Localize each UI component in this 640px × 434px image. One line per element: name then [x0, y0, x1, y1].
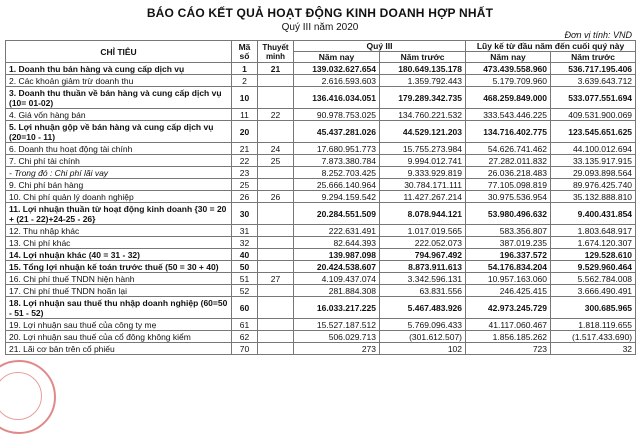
col-group-quarter: Quý III — [294, 41, 466, 52]
row-name: 14. Lợi nhuận khác (40 = 31 - 32) — [6, 249, 232, 261]
col-ma-so: Mã số — [232, 41, 258, 63]
row-name: 11. Lợi nhuận thuần từ hoạt động kinh doanh {30 = 20 + (21 - 22)+24-25 - 26} — [6, 203, 232, 225]
row-ytd-last-year: 129.528.610 — [551, 249, 636, 261]
row-name: 5. Lợi nhuận gộp về bán hàng và cung cấp dịch vụ (20=10 - 11) — [6, 121, 232, 143]
row-thuyet-minh: 26 — [258, 191, 294, 203]
row-quarter-last-year: 1.359.792.443 — [380, 75, 466, 87]
row-ma-so: 70 — [232, 343, 258, 355]
col-quarter-this-year: Năm nay — [294, 52, 380, 63]
row-quarter-this-year: 20.284.551.509 — [294, 203, 380, 225]
row-name: 17. Chi phí thuế TNDN hoãn lại — [6, 285, 232, 297]
row-quarter-last-year: 134.760.221.532 — [380, 109, 466, 121]
row-ytd-last-year: (1.517.433.690) — [551, 331, 636, 343]
table-row — [6, 319, 636, 331]
row-ytd-last-year: 9.529.960.464 — [551, 261, 636, 273]
row-ytd-this-year: 42.973.245.729 — [466, 297, 551, 319]
row-name: - Trong đó : Chi phí lãi vay — [6, 167, 232, 179]
row-ma-so: 61 — [232, 319, 258, 331]
row-quarter-last-year: 11.427.267.214 — [380, 191, 466, 203]
row-ma-so: 50 — [232, 261, 258, 273]
row-thuyet-minh — [258, 297, 294, 319]
table-row — [6, 261, 636, 273]
row-name: 4. Giá vốn hàng bán — [6, 109, 232, 121]
row-ma-so: 1 — [232, 63, 258, 75]
row-thuyet-minh — [258, 75, 294, 87]
row-thuyet-minh — [258, 285, 294, 297]
row-name: 2. Các khoản giảm trừ doanh thu — [6, 75, 232, 87]
row-name: 6. Doanh thu hoạt động tài chính — [6, 143, 232, 155]
row-ma-so: 11 — [232, 109, 258, 121]
row-quarter-last-year: 794.967.492 — [380, 249, 466, 261]
col-quarter-last-year: Năm trước — [380, 52, 466, 63]
table-row — [6, 167, 636, 179]
col-chi-tieu: CHỈ TIÊU — [6, 41, 232, 63]
table-row — [6, 109, 636, 121]
table-row — [6, 203, 636, 225]
row-ytd-this-year: 246.425.415 — [466, 285, 551, 297]
row-ytd-last-year: 3.639.643.712 — [551, 75, 636, 87]
table-row — [6, 121, 636, 143]
row-quarter-this-year: 273 — [294, 343, 380, 355]
row-ytd-this-year: 387.019.235 — [466, 237, 551, 249]
row-ytd-last-year: 9.400.431.854 — [551, 203, 636, 225]
row-ytd-this-year: 723 — [466, 343, 551, 355]
row-ma-so: 32 — [232, 237, 258, 249]
row-quarter-this-year: 20.424.538.607 — [294, 261, 380, 273]
row-thuyet-minh: 22 — [258, 109, 294, 121]
row-ytd-last-year: 300.685.965 — [551, 297, 636, 319]
row-thuyet-minh — [258, 179, 294, 191]
row-thuyet-minh: 21 — [258, 63, 294, 75]
row-quarter-last-year: (301.612.507) — [380, 331, 466, 343]
row-thuyet-minh — [258, 261, 294, 273]
row-name: 3. Doanh thu thuần về bán hàng và cung cấp dịch vụ (10= 01-02) — [6, 87, 232, 109]
table-row — [6, 343, 636, 355]
row-ytd-this-year: 77.105.098.819 — [466, 179, 551, 191]
income-statement-table — [5, 40, 636, 355]
row-quarter-this-year: 7.873.380.784 — [294, 155, 380, 167]
row-thuyet-minh — [258, 167, 294, 179]
row-thuyet-minh: 27 — [258, 273, 294, 285]
row-quarter-this-year: 82.644.393 — [294, 237, 380, 249]
row-quarter-this-year: 45.437.281.026 — [294, 121, 380, 143]
row-quarter-this-year: 139.032.627.654 — [294, 63, 380, 75]
row-quarter-this-year: 139.987.098 — [294, 249, 380, 261]
col-group-ytd: Lũy kế từ đầu năm đến cuối quý này — [466, 41, 636, 52]
row-ytd-last-year: 533.077.551.694 — [551, 87, 636, 109]
row-quarter-last-year: 44.529.121.203 — [380, 121, 466, 143]
row-name: 7. Chi phí tài chính — [6, 155, 232, 167]
row-thuyet-minh — [258, 87, 294, 109]
row-quarter-this-year: 8.252.703.425 — [294, 167, 380, 179]
row-ytd-last-year: 35.132.888.810 — [551, 191, 636, 203]
row-name: 13. Chi phí khác — [6, 237, 232, 249]
row-ytd-last-year: 409.531.900.069 — [551, 109, 636, 121]
row-ma-so: 25 — [232, 179, 258, 191]
row-thuyet-minh — [258, 225, 294, 237]
row-ytd-last-year: 44.100.012.694 — [551, 143, 636, 155]
table-body — [6, 63, 636, 355]
table-row — [6, 87, 636, 109]
row-ytd-this-year: 333.543.446.225 — [466, 109, 551, 121]
row-quarter-this-year: 506.029.713 — [294, 331, 380, 343]
row-quarter-this-year: 222.631.491 — [294, 225, 380, 237]
row-ytd-this-year: 468.259.849.000 — [466, 87, 551, 109]
currency-unit: Đơn vị tính: VND — [564, 30, 632, 40]
row-thuyet-minh — [258, 319, 294, 331]
row-ytd-this-year: 10.957.163.060 — [466, 273, 551, 285]
row-ma-so: 60 — [232, 297, 258, 319]
table-row — [6, 249, 636, 261]
table-row — [6, 75, 636, 87]
row-ytd-this-year: 53.980.496.632 — [466, 203, 551, 225]
row-ytd-this-year: 26.036.218.483 — [466, 167, 551, 179]
row-ytd-this-year: 196.337.572 — [466, 249, 551, 261]
report-title: BÁO CÁO KẾT QUẢ HOẠT ĐỘNG KINH DOANH HỢP NHẤT — [146, 6, 494, 20]
table-row — [6, 225, 636, 237]
row-ytd-this-year: 5.179.709.960 — [466, 75, 551, 87]
table-row — [6, 273, 636, 285]
row-quarter-this-year: 2.616.593.603 — [294, 75, 380, 87]
row-ytd-this-year: 583.356.807 — [466, 225, 551, 237]
row-quarter-last-year: 15.755.273.984 — [380, 143, 466, 155]
row-ytd-last-year: 29.093.898.564 — [551, 167, 636, 179]
row-ytd-this-year: 473.439.558.960 — [466, 63, 551, 75]
table-row — [6, 331, 636, 343]
row-ytd-this-year: 1.856.185.262 — [466, 331, 551, 343]
row-ytd-this-year: 30.975.536.954 — [466, 191, 551, 203]
row-ytd-last-year: 3.666.490.491 — [551, 285, 636, 297]
table-row — [6, 297, 636, 319]
row-thuyet-minh — [258, 331, 294, 343]
row-name: 12. Thu nhập khác — [6, 225, 232, 237]
table-row — [6, 285, 636, 297]
row-quarter-this-year: 15.527.187.512 — [294, 319, 380, 331]
row-name: 1. Doanh thu bán hàng và cung cấp dịch vụ — [6, 63, 232, 75]
row-quarter-last-year: 9.994.012.741 — [380, 155, 466, 167]
row-quarter-last-year: 9.333.929.819 — [380, 167, 466, 179]
table-row — [6, 179, 636, 191]
row-name: 16. Chi phí thuế TNDN hiện hành — [6, 273, 232, 285]
row-ytd-last-year: 33.135.917.915 — [551, 155, 636, 167]
row-quarter-this-year: 281.884.308 — [294, 285, 380, 297]
row-ma-so: 20 — [232, 121, 258, 143]
table-row — [6, 143, 636, 155]
row-thuyet-minh — [258, 121, 294, 143]
row-thuyet-minh — [258, 203, 294, 225]
row-name: 21. Lãi cơ bản trên cổ phiếu — [6, 343, 232, 355]
row-thuyet-minh — [258, 237, 294, 249]
row-ma-so: 22 — [232, 155, 258, 167]
row-quarter-this-year: 90.978.753.025 — [294, 109, 380, 121]
row-name: 20. Lợi nhuận sau thuế của cổ đông không kiểm — [6, 331, 232, 343]
row-quarter-this-year: 4.109.437.074 — [294, 273, 380, 285]
row-ytd-last-year: 123.545.651.625 — [551, 121, 636, 143]
row-ma-so: 10 — [232, 87, 258, 109]
table-row — [6, 191, 636, 203]
row-name: 18. Lợi nhuận sau thuế thu nhập doanh nghiệp (60=50 - 51 - 52) — [6, 297, 232, 319]
row-ma-so: 62 — [232, 331, 258, 343]
row-thuyet-minh: 25 — [258, 155, 294, 167]
row-ma-so: 40 — [232, 249, 258, 261]
table-row — [6, 63, 636, 75]
row-thuyet-minh — [258, 343, 294, 355]
row-ytd-this-year: 134.716.402.775 — [466, 121, 551, 143]
row-ytd-this-year: 41.117.060.467 — [466, 319, 551, 331]
table-row — [6, 237, 636, 249]
row-quarter-last-year: 8.078.944.121 — [380, 203, 466, 225]
row-thuyet-minh: 24 — [258, 143, 294, 155]
row-ma-so: 51 — [232, 273, 258, 285]
report-period: Quý III năm 2020 — [281, 22, 359, 33]
row-quarter-last-year: 5.769.096.433 — [380, 319, 466, 331]
row-thuyet-minh — [258, 249, 294, 261]
row-quarter-last-year: 8.873.911.613 — [380, 261, 466, 273]
header-row-1 — [6, 41, 636, 52]
row-quarter-this-year: 16.033.217.225 — [294, 297, 380, 319]
row-ytd-last-year: 89.976.425.740 — [551, 179, 636, 191]
row-quarter-this-year: 17.680.951.773 — [294, 143, 380, 155]
row-quarter-last-year: 63.831.556 — [380, 285, 466, 297]
row-ytd-last-year: 1.674.120.307 — [551, 237, 636, 249]
row-name: 10. Chi phí quản lý doanh nghiệp — [6, 191, 232, 203]
row-quarter-last-year: 222.052.073 — [380, 237, 466, 249]
row-ma-so: 31 — [232, 225, 258, 237]
row-ma-so: 26 — [232, 191, 258, 203]
row-ma-so: 2 — [232, 75, 258, 87]
row-ytd-last-year: 1.803.648.917 — [551, 225, 636, 237]
row-ytd-this-year: 54.176.834.204 — [466, 261, 551, 273]
row-quarter-last-year: 180.649.135.178 — [380, 63, 466, 75]
col-ytd-this-year: Năm nay — [466, 52, 551, 63]
row-ytd-last-year: 1.818.119.655 — [551, 319, 636, 331]
row-quarter-last-year: 102 — [380, 343, 466, 355]
row-ma-so: 52 — [232, 285, 258, 297]
row-ma-so: 23 — [232, 167, 258, 179]
row-quarter-last-year: 5.467.483.926 — [380, 297, 466, 319]
row-ytd-this-year: 54.626.741.462 — [466, 143, 551, 155]
row-ytd-this-year: 27.282.011.832 — [466, 155, 551, 167]
col-thuyet-minh: Thuyết minh — [258, 41, 294, 63]
row-ma-so: 21 — [232, 143, 258, 155]
row-quarter-last-year: 30.784.171.111 — [380, 179, 466, 191]
table-row — [6, 155, 636, 167]
row-name: 19. Lợi nhuận sau thuế của công ty mẹ — [6, 319, 232, 331]
row-ma-so: 30 — [232, 203, 258, 225]
row-quarter-this-year: 9.294.159.542 — [294, 191, 380, 203]
row-ytd-last-year: 32 — [551, 343, 636, 355]
row-ytd-last-year: 5.562.784.008 — [551, 273, 636, 285]
row-quarter-last-year: 179.289.342.735 — [380, 87, 466, 109]
row-ytd-last-year: 536.717.195.406 — [551, 63, 636, 75]
row-name: 15. Tổng lợi nhuận kế toán trước thuế (50 = 30 + 40) — [6, 261, 232, 273]
row-quarter-last-year: 1.017.019.565 — [380, 225, 466, 237]
row-quarter-this-year: 136.416.034.051 — [294, 87, 380, 109]
col-ytd-last-year: Năm trước — [551, 52, 636, 63]
row-quarter-last-year: 3.342.596.131 — [380, 273, 466, 285]
row-quarter-this-year: 25.666.140.964 — [294, 179, 380, 191]
row-name: 9. Chi phí bán hàng — [6, 179, 232, 191]
